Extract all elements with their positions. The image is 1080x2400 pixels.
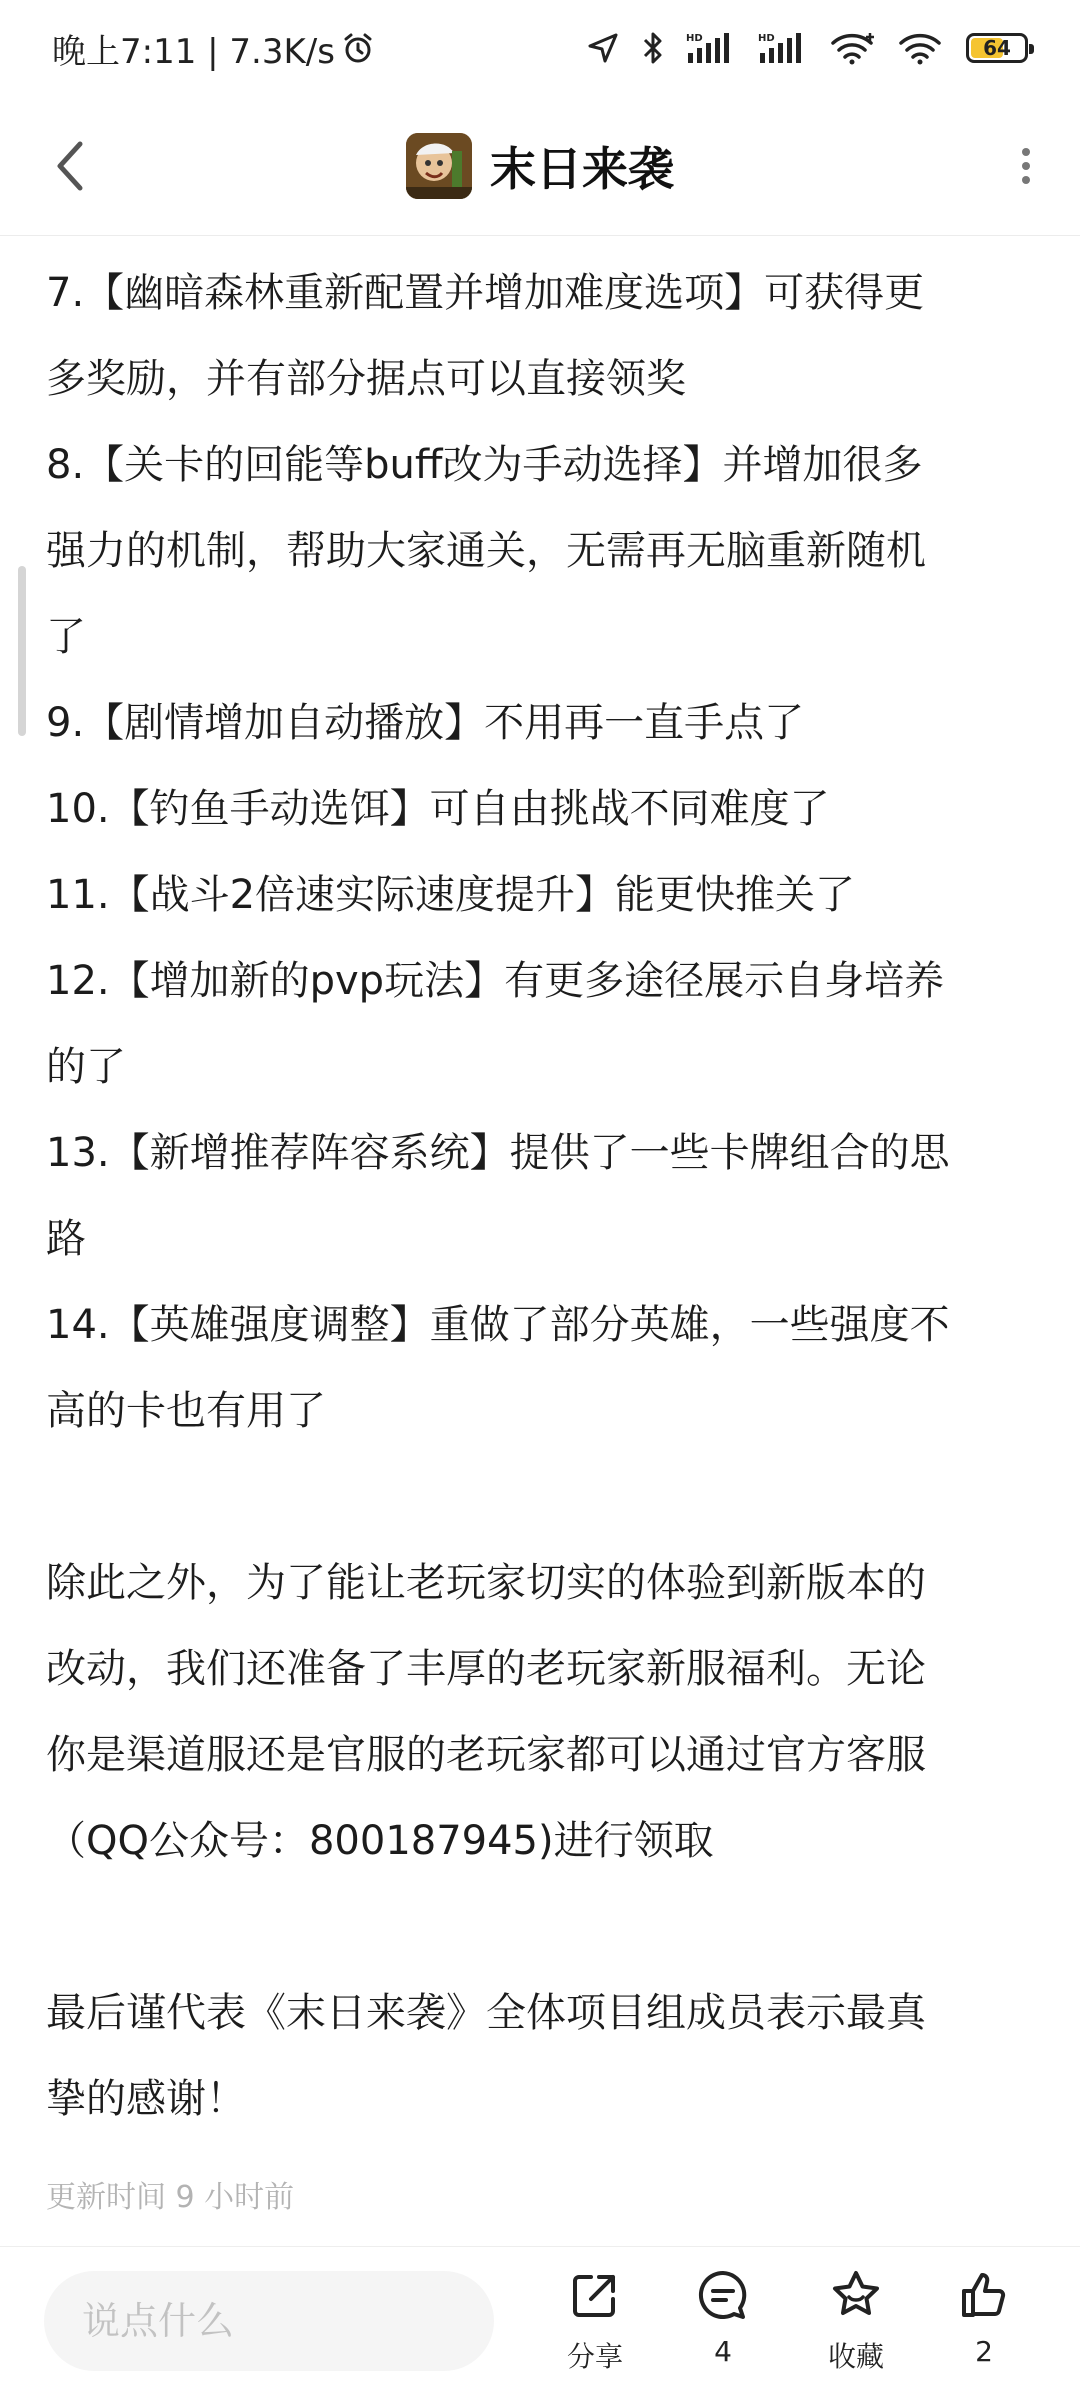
article-line: 高的卡也有用了 <box>46 1388 326 1434</box>
wifi-icon <box>830 31 876 65</box>
article-line: 挚的感谢！ <box>46 2076 246 2122</box>
chevron-left-icon <box>50 138 90 194</box>
article-line: 多奖励，并有部分据点可以直接领奖 <box>46 356 686 402</box>
article-line: 你是渠道服还是官服的老玩家都可以通过官方客服 <box>46 1732 926 1778</box>
wifi-icon <box>898 31 944 65</box>
bottom-action-bar <box>0 2247 1080 2400</box>
article-line: 的了 <box>46 1044 126 1090</box>
bluetooth-icon <box>642 30 664 66</box>
article-line: 11.【战斗2倍速实际速度提升】能更快推关了 <box>46 872 856 918</box>
article-line: 13.【新增推荐阵容系统】提供了一些卡牌组合的思 <box>46 1130 950 1176</box>
article-line: 8.【关卡的回能等buff改为手动选择】并增加很多 <box>46 442 923 488</box>
paragraph-gap <box>46 1884 1030 1970</box>
article-line: 10.【钓鱼手动选饵】可自由挑战不同难度了 <box>46 786 830 832</box>
article-line: 14.【英雄强度调整】重做了部分英雄，一些强度不 <box>46 1302 950 1348</box>
comment-button[interactable] <box>668 2265 778 2395</box>
comment-count: 4 <box>714 2335 732 2368</box>
location-icon <box>586 31 620 65</box>
status-bar <box>0 0 1080 96</box>
article-line: 强力的机制，帮助大家通关，无需再无脑重新随机 <box>46 528 926 574</box>
comment-input[interactable] <box>44 2271 494 2371</box>
share-button[interactable] <box>540 2265 650 2395</box>
svg-text:HD: HD <box>758 33 775 44</box>
article-line: 了 <box>46 614 86 660</box>
star-icon <box>826 2265 886 2325</box>
more-vertical-icon <box>1020 146 1032 186</box>
status-left <box>52 24 375 73</box>
back-button[interactable] <box>38 134 102 198</box>
share-label: 分享 <box>566 2340 623 2373</box>
article-body <box>46 250 1030 2142</box>
share-icon <box>565 2265 625 2325</box>
alarm-icon <box>341 31 375 65</box>
article-line: 9.【剧情增加自动播放】不用再一直手点了 <box>46 700 805 746</box>
status-right <box>586 30 1028 66</box>
hd-signal-icon <box>758 31 808 65</box>
thumbs-up-icon <box>954 2265 1014 2325</box>
more-button[interactable] <box>994 134 1058 198</box>
article-line: 最后谨代表《末日来袭》全体项目组成员表示最真 <box>46 1990 926 2036</box>
article-line: （QQ公众号：800187945)进行领取 <box>46 1818 714 1864</box>
like-count: 2 <box>975 2335 993 2368</box>
article-line: 7.【幽暗森林重新配置并增加难度选项】可获得更 <box>46 270 925 316</box>
battery-percent: 64 <box>983 36 1011 60</box>
scroll-indicator[interactable] <box>18 566 26 736</box>
update-time: 更新时间 9 小时前 <box>46 2180 295 2215</box>
title-wrap <box>406 133 674 199</box>
favorite-label: 收藏 <box>827 2340 884 2373</box>
like-button[interactable] <box>929 2265 1039 2395</box>
svg-text:HD: HD <box>686 33 703 44</box>
article-line: 路 <box>46 1216 86 1262</box>
article-line: 改动，我们还准备了丰厚的老玩家新服福利。无论 <box>46 1646 926 1692</box>
favorite-button[interactable] <box>801 2265 911 2395</box>
article-line: 12.【增加新的pvp玩法】有更多途径展示自身培养 <box>46 958 945 1004</box>
paragraph-gap <box>46 1454 1030 1540</box>
comment-icon <box>693 2265 753 2325</box>
header <box>0 96 1080 236</box>
app-icon[interactable] <box>406 133 472 199</box>
status-time-speed: 晚上7:11 | 7.3K/s <box>52 31 335 72</box>
page-title: 末日来袭 <box>490 141 674 196</box>
hd-signal-icon <box>686 31 736 65</box>
battery-icon <box>966 33 1028 63</box>
article-line: 除此之外，为了能让老玩家切实的体验到新版本的 <box>46 1560 926 1606</box>
